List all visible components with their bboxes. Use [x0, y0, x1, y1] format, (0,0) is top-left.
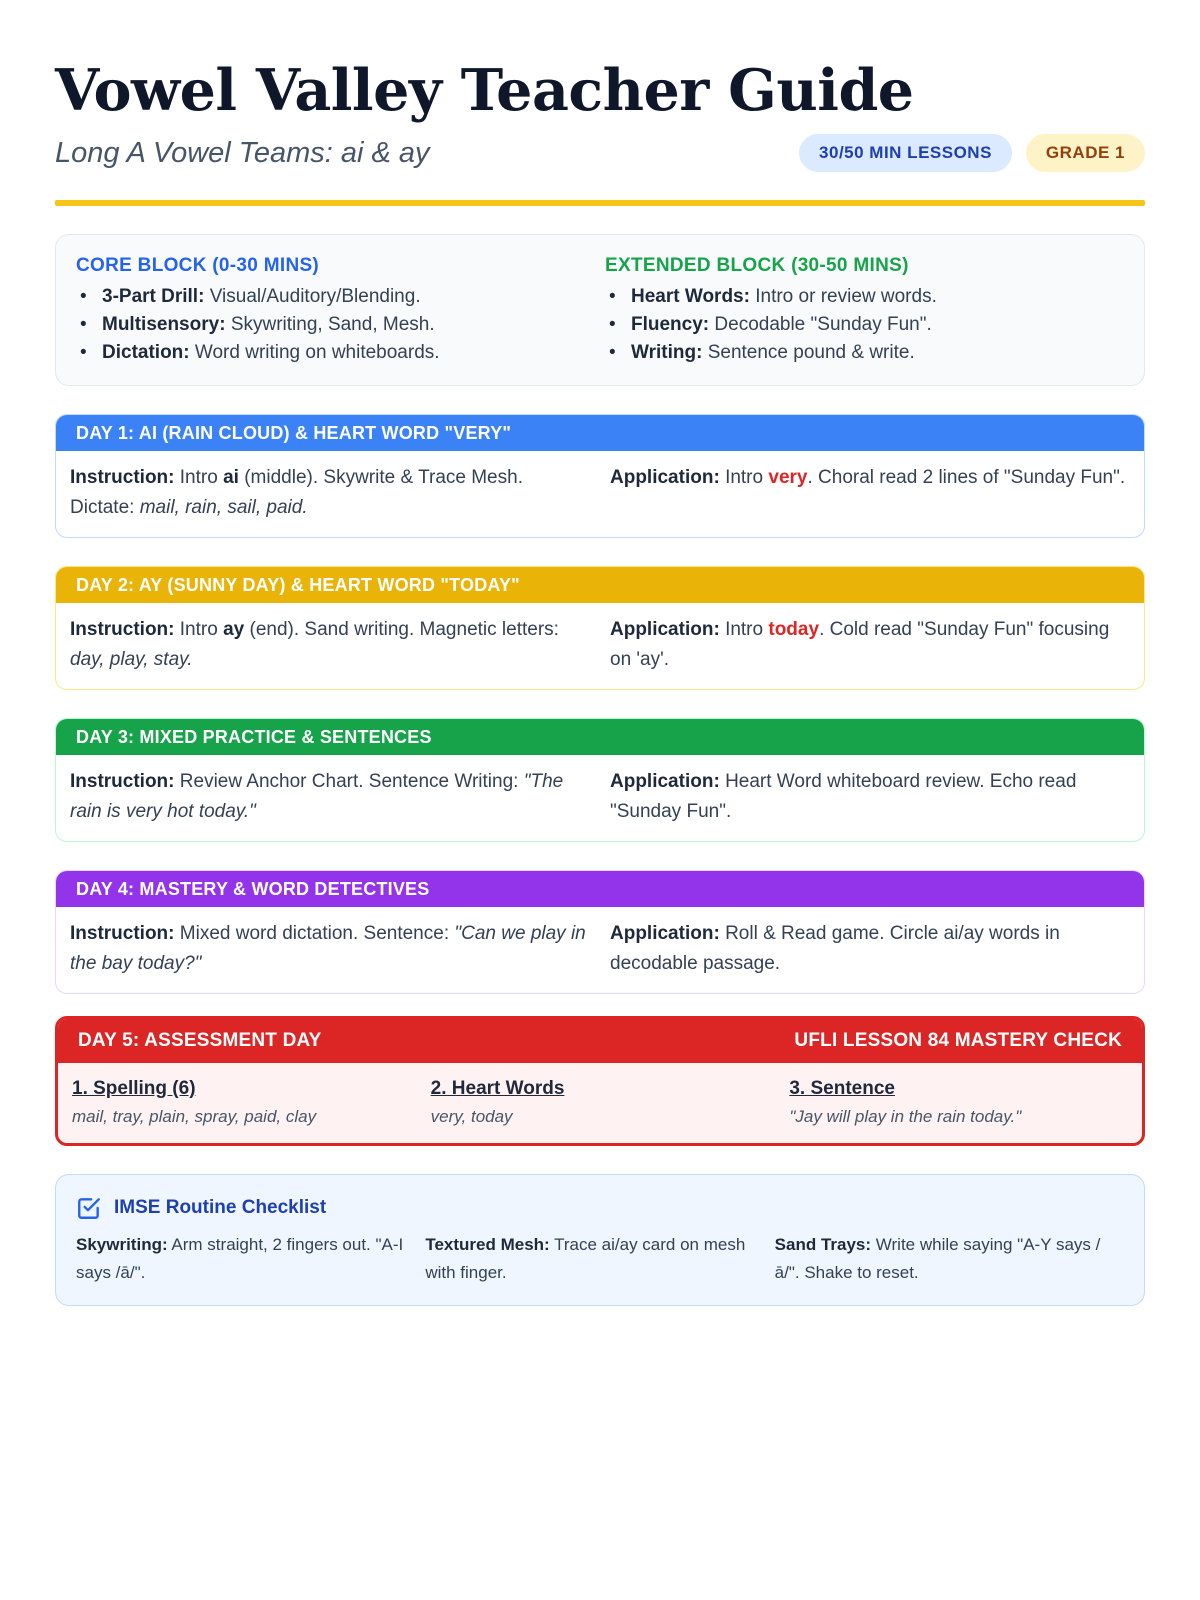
item-text: Visual/Auditory/Blending.	[209, 286, 421, 307]
list-item	[76, 311, 595, 339]
day-3-card	[55, 718, 1145, 842]
day-2-card	[55, 566, 1145, 690]
badge-group	[799, 134, 1145, 172]
extended-block-list	[605, 283, 1124, 367]
assessment-value: "Jay will play in the rain today."	[789, 1107, 1022, 1126]
magnetic-letter-words: day, play, stay.	[70, 649, 193, 670]
mastery-check-label: UFLI LESSON 84 MASTERY CHECK	[794, 1030, 1122, 1051]
heart-word: today	[768, 619, 820, 640]
item-label: Dictation:	[102, 342, 190, 363]
day-1-application	[590, 463, 1130, 523]
checkbox-icon	[76, 1195, 102, 1221]
day-2-body	[56, 603, 1144, 689]
day-4-body	[56, 907, 1144, 993]
checklist-item	[775, 1231, 1124, 1287]
day-3-body	[56, 755, 1144, 841]
item-text: Decodable "Sunday Fun".	[714, 314, 932, 335]
instruction-label: Instruction:	[70, 923, 175, 944]
item-text: Write while saying "A-Y says /ā/". Shake to reset.	[774, 1235, 1101, 1282]
day-2-instruction	[70, 615, 590, 675]
routine-checklist-card	[55, 1174, 1145, 1306]
day-5-card	[55, 1016, 1145, 1146]
day-3-title: DAY 3: MIXED PRACTICE & SENTENCES	[76, 726, 432, 747]
header-divider	[55, 200, 1145, 206]
application-text: Intro	[725, 619, 764, 640]
assessment-value: very, today	[430, 1107, 513, 1126]
day-1-body	[56, 451, 1144, 537]
instruction-text: Intro	[179, 467, 218, 488]
instruction-label: Instruction:	[70, 619, 175, 640]
day-5-title: DAY 5: ASSESSMENT DAY	[78, 1030, 322, 1051]
item-label: Sand Trays:	[774, 1235, 872, 1254]
day-3-header	[56, 719, 1144, 755]
checklist-item	[425, 1231, 774, 1287]
assessment-spelling	[72, 1075, 411, 1131]
instruction-text: Review Anchor Chart. Sentence Writing:	[179, 771, 519, 792]
vowel-team: ay	[223, 619, 245, 640]
list-item	[76, 283, 595, 311]
application-text: . Cold read "Sunday Fun" focusing on 'ay'.	[610, 619, 1110, 670]
extended-block-title: EXTENDED BLOCK (30-50 MINS)	[605, 255, 909, 276]
day-4-card	[55, 870, 1145, 994]
lesson-length-badge: 30/50 MIN LESSONS	[799, 134, 1012, 172]
application-text: Intro	[725, 467, 764, 488]
item-label: Textured Mesh:	[425, 1235, 550, 1254]
item-label: Skywriting:	[76, 1235, 168, 1254]
instruction-text: (middle). Skywrite & Trace Mesh. Dictate:	[70, 467, 523, 518]
item-text: Word writing on whiteboards.	[194, 342, 440, 363]
assessment-title: 2. Heart Words	[430, 1078, 565, 1099]
day-2-title: DAY 2: AY (SUNNY DAY) & HEART WORD "TODAY"	[76, 574, 520, 595]
item-label: Writing:	[631, 342, 703, 363]
day-5-body	[58, 1063, 1142, 1143]
instruction-label: Instruction:	[70, 771, 175, 792]
application-text: Heart Word whiteboard review. Echo read "Sunday Fun".	[610, 771, 1077, 822]
heart-word: very	[768, 467, 808, 488]
sentence-text: "The rain is very hot today."	[70, 771, 564, 822]
day-1-instruction	[70, 463, 590, 523]
application-label: Application:	[610, 619, 720, 640]
page-title: Vowel Valley Teacher Guide	[55, 57, 914, 124]
instruction-text: (end). Sand writing. Magnetic letters:	[249, 619, 559, 640]
day-1-card	[55, 414, 1145, 538]
grade-badge: GRADE 1	[1026, 134, 1145, 172]
extended-block	[595, 255, 1124, 367]
assessment-heart-words	[411, 1075, 770, 1131]
day-5-header	[58, 1019, 1142, 1063]
item-text: Trace ai/ay card on mesh with finger.	[425, 1235, 746, 1282]
day-4-application	[590, 919, 1130, 979]
item-label: Multisensory:	[102, 314, 226, 335]
day-1-header	[56, 415, 1144, 451]
item-label: Fluency:	[631, 314, 710, 335]
day-2-application	[590, 615, 1130, 675]
application-label: Application:	[610, 923, 720, 944]
core-block-list	[76, 283, 595, 367]
day-3-instruction	[70, 767, 590, 827]
day-4-header	[56, 871, 1144, 907]
day-2-header	[56, 567, 1144, 603]
application-text: Roll & Read game. Circle ai/ay words in decodable passage.	[610, 923, 1060, 974]
core-block-title: CORE BLOCK (0-30 MINS)	[76, 255, 320, 276]
dictation-words: mail, rain, sail, paid.	[139, 497, 308, 518]
page-subtitle: Long A Vowel Teams: ai & ay	[55, 136, 430, 169]
application-label: Application:	[610, 771, 720, 792]
lesson-blocks-card	[55, 234, 1145, 386]
item-text: Sentence pound & write.	[707, 342, 915, 363]
assessment-title: 3. Sentence	[789, 1078, 895, 1099]
item-label: Heart Words:	[631, 286, 750, 307]
item-label: 3-Part Drill:	[102, 286, 205, 307]
assessment-title: 1. Spelling (6)	[72, 1078, 196, 1099]
application-text: . Choral read 2 lines of "Sunday Fun".	[807, 467, 1126, 488]
vowel-team: ai	[223, 467, 239, 488]
instruction-text: Mixed word dictation. Sentence:	[179, 923, 450, 944]
instruction-label: Instruction:	[70, 467, 175, 488]
item-text: Skywriting, Sand, Mesh.	[230, 314, 435, 335]
sentence-text: "Can we play in the bay today?"	[70, 923, 586, 974]
list-item	[605, 339, 1124, 367]
instruction-text: Intro	[179, 619, 218, 640]
list-item	[605, 283, 1124, 311]
application-label: Application:	[610, 467, 720, 488]
subtitle-row	[55, 134, 1145, 172]
checklist-items	[76, 1231, 1124, 1287]
checklist-header	[76, 1195, 1124, 1221]
day-1-title: DAY 1: AI (RAIN CLOUD) & HEART WORD "VERY"	[76, 422, 512, 443]
list-item	[605, 311, 1124, 339]
list-item	[76, 339, 595, 367]
core-block	[76, 255, 595, 367]
day-4-title: DAY 4: MASTERY & WORD DETECTIVES	[76, 878, 430, 899]
item-text: Intro or review words.	[755, 286, 937, 307]
assessment-value: mail, tray, plain, spray, paid, clay	[72, 1107, 317, 1126]
day-3-application	[590, 767, 1130, 827]
assessment-sentence	[769, 1075, 1128, 1131]
checklist-title: IMSE Routine Checklist	[114, 1197, 327, 1218]
item-text: Arm straight, 2 fingers out. "A-I says /ā/".	[76, 1235, 404, 1282]
day-4-instruction	[70, 919, 590, 979]
checklist-item	[76, 1231, 425, 1287]
